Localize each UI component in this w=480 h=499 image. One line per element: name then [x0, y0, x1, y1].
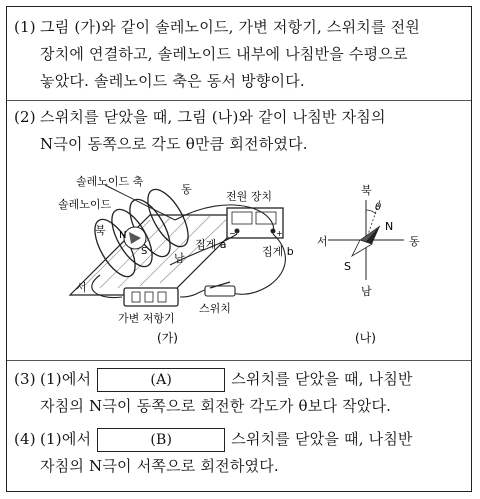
terminal-minus: −	[229, 229, 236, 238]
label-solenoid-axis: 솔레노이드 축	[76, 175, 144, 188]
item-2-line-2: N극이 동쪽으로 각도 θ만큼 회전하였다.	[40, 135, 308, 153]
compass-west: 서	[317, 235, 328, 248]
question-3-line-2: 자침의 N극이 동쪽으로 회전한 각도가 θ보다 작았다.	[40, 397, 392, 415]
answer-box-b[interactable]: (B)	[97, 428, 225, 452]
divider	[7, 100, 471, 101]
label-switch: 스위치	[199, 302, 231, 315]
compass-diagram	[328, 200, 404, 280]
terminal-plus: +	[276, 229, 283, 238]
item-1-line-3: 놓았다. 솔레노이드 축은 동서 방향이다.	[40, 72, 305, 90]
label-clip-a: 집게 a	[195, 238, 227, 251]
item-1-line-2: 장치에 연결하고, 솔레노이드 내부에 나침반을 수평으로	[40, 45, 408, 63]
item-2-number: (2)	[14, 108, 36, 126]
question-4-number: (4)	[14, 430, 36, 448]
question-3-suffix: 스위치를 닫았을 때, 나침반	[231, 370, 413, 388]
question-3-number: (3)	[14, 370, 36, 388]
variable-resistor	[124, 288, 178, 306]
compass-east: 동	[409, 235, 420, 248]
item-1-line-1: 그림 (가)와 같이 솔레노이드, 가변 저항기, 스위치를 전원	[40, 18, 420, 36]
compass-pole-s: S	[344, 260, 351, 273]
label-east-a: 동	[181, 183, 192, 196]
label-solenoid: 솔레노이드	[58, 198, 112, 211]
item-1-number: (1)	[14, 18, 36, 36]
label-north-a: 북	[95, 224, 106, 237]
compass-south: 남	[361, 285, 372, 298]
experiment-figure	[0, 170, 480, 360]
question-4-suffix: 스위치를 닫았을 때, 나침반	[231, 430, 413, 448]
compass-north: 북	[361, 184, 372, 197]
label-clip-b: 집게 b	[262, 245, 294, 258]
label-variable-resistor: 가변 저항기	[118, 312, 175, 325]
caption-a: (가)	[157, 331, 178, 345]
solenoid-axis-line	[105, 185, 175, 220]
inner-pole-s: S	[141, 246, 148, 257]
item-2-line-1: 스위치를 닫았을 때, 그림 (나)와 같이 나침반 자침의	[40, 108, 386, 126]
switch	[205, 282, 235, 296]
answer-box-a[interactable]: (A)	[97, 368, 225, 392]
label-west-a: 서	[76, 281, 87, 294]
inner-pole-n: N	[119, 230, 127, 241]
compass-theta: θ	[375, 202, 382, 213]
label-power-supply: 전원 장치	[226, 190, 273, 203]
question-4-line-2: 자침의 N극이 서쪽으로 회전하였다.	[40, 457, 279, 475]
compass-pole-n: N	[385, 220, 394, 233]
label-south-a: 남	[174, 252, 185, 265]
caption-b: (나)	[355, 331, 376, 345]
divider	[7, 360, 471, 361]
question-3-prefix: (1)에서	[40, 370, 92, 388]
question-4-prefix: (1)에서	[40, 430, 92, 448]
